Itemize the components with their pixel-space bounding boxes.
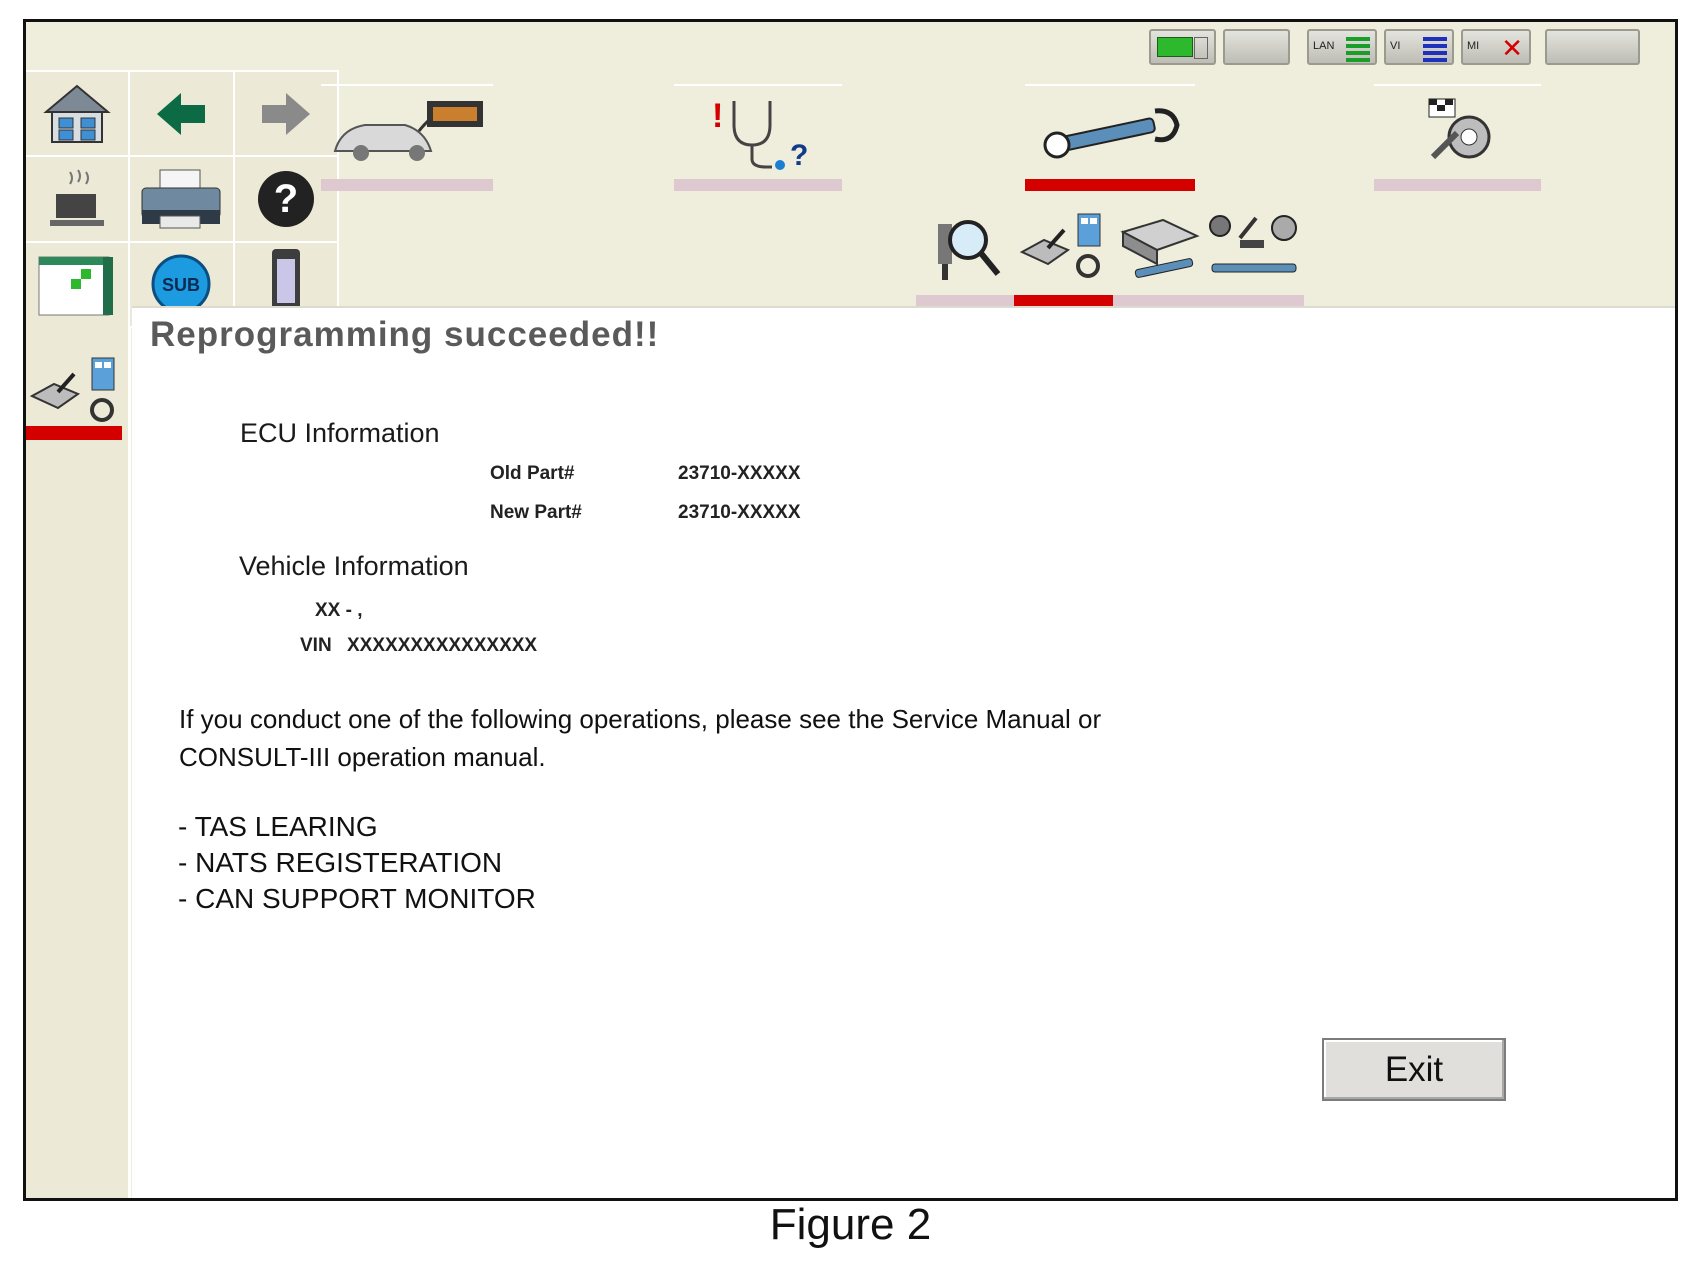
tab-vehicle-selection[interactable]	[321, 84, 493, 179]
list-item: - CAN SUPPORT MONITOR	[178, 883, 536, 914]
list-item: - TAS LEARING	[178, 811, 378, 842]
title-bar	[132, 306, 1678, 361]
side-panel	[26, 326, 131, 1201]
mi-disconnected-icon: MI ✕	[1461, 29, 1531, 65]
active-indicator	[26, 426, 122, 440]
home-icon	[42, 82, 112, 146]
svg-text:?: ?	[790, 138, 809, 172]
result-panel	[132, 358, 1678, 1201]
arrow-left-icon	[153, 89, 209, 139]
new-part-value: 23710-XXXXX	[678, 502, 801, 523]
sleep-button[interactable]	[26, 157, 130, 242]
instruction-line-2: CONSULT-III operation manual.	[179, 742, 546, 772]
screen-capture-button[interactable]	[26, 243, 130, 328]
svg-text:!: !	[712, 96, 724, 135]
tool-grid	[26, 70, 339, 328]
tools-icon	[1206, 208, 1302, 288]
screen-capture-icon	[35, 249, 119, 319]
vehicle-info-heading: Vehicle Information	[239, 551, 469, 581]
sub-tab-reprogramming[interactable]	[1014, 200, 1114, 295]
stethoscope-icon	[698, 93, 818, 173]
vin-label: VIN	[300, 635, 332, 656]
reprogramming-icon	[1018, 208, 1110, 288]
list-item: - NATS REGISTERATION	[178, 847, 503, 878]
blank-indicator	[1545, 29, 1640, 65]
sub-tab-ecu-search[interactable]	[916, 200, 1016, 295]
new-part-label: New Part#	[490, 502, 582, 523]
ecu-info-heading: ECU Information	[240, 418, 440, 448]
page-title: Reprogramming succeeded!!	[150, 315, 660, 354]
arrow-right-icon	[258, 89, 314, 139]
lan-signal-icon: LAN	[1307, 29, 1377, 65]
magnifier-icon	[928, 210, 1004, 286]
back-button[interactable]	[130, 72, 234, 157]
sub-tab-ecu-replacement[interactable]	[1113, 200, 1213, 295]
print-button[interactable]	[130, 157, 234, 242]
blank-indicator	[1223, 29, 1290, 65]
consult-window	[23, 19, 1678, 1201]
tab-settings[interactable]	[1374, 84, 1541, 179]
vi-signal-icon: VI	[1384, 29, 1454, 65]
sub-tab-other-functions[interactable]	[1204, 200, 1304, 295]
instruction-line-1: If you conduct one of the following operations, please see the Service Manual or	[179, 704, 1102, 734]
figure-caption: Figure 2	[769, 1200, 932, 1249]
car-ecu-icon	[327, 93, 487, 173]
exit-button[interactable]: Exit	[1322, 1038, 1506, 1101]
old-part-label: Old Part#	[490, 463, 575, 484]
home-button[interactable]	[26, 72, 130, 157]
status-bar	[26, 22, 1675, 72]
vehicle-model: XX - ,	[315, 600, 363, 621]
coffee-cup-icon	[42, 166, 112, 232]
svg-text:SUB: SUB	[162, 275, 201, 296]
wrench-icon	[1035, 103, 1185, 163]
ecu-wrench-icon	[1117, 208, 1209, 288]
tab-work-support[interactable]	[1025, 84, 1195, 179]
tab-diagnosis[interactable]	[674, 84, 842, 179]
reprogramming-icon	[28, 356, 124, 426]
help-icon	[255, 168, 317, 230]
vi-pc-connection-icon	[1149, 29, 1216, 65]
vin-value: XXXXXXXXXXXXXXX	[347, 635, 538, 656]
printer-icon	[136, 166, 226, 232]
old-part-value: 23710-XXXXX	[678, 463, 801, 484]
svg-text:?: ?	[273, 176, 299, 221]
flag-gear-icon	[1413, 93, 1503, 173]
